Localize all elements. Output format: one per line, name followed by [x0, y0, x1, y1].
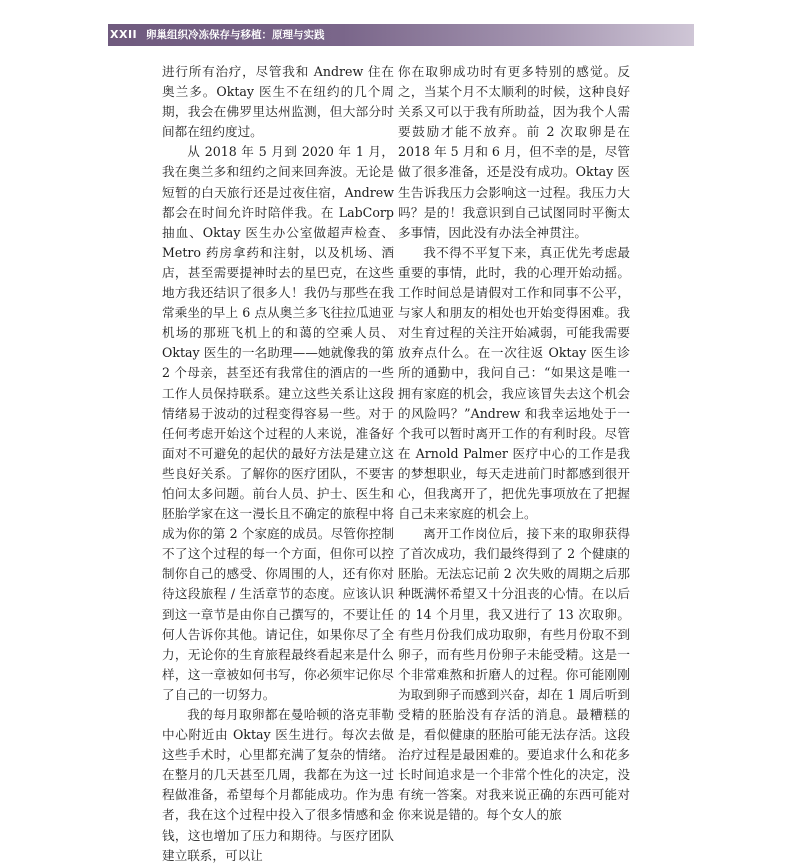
paragraph: 你在取卵成功时有更多特别的感觉。反之，当某个月不太顺利的时候，这种良好关系又可以于我有所助益，因为我个人需要鼓励才能不放弃。前 2 次取卵是在 2018 年 5 月和 6 月，但不幸的是，尽管做了很多准备，还是没有成功。Oktay 医生告诉我压力会影响这一过程。我压力大吗？是的！我意识到自己试图同时平衡太多事情，因此没有办法全神贯注。: [398, 64, 630, 240]
page-header: [0, 0, 800, 46]
left-column: [162, 62, 394, 866]
paragraph: 离开工作岗位后，接下来的取卵获得了首次成功，我们最终得到了 2 个健康的胚胎。无法忘记前 2 次失败的周期之后那种既满怀希望又十分沮丧的心情。在以后的 14 个月里，我又进行了 13 次取卵。有些月份我们成功取卵，有些月份取不到卵子，而有些月份卵子未能受精。这是一个非常难熬和折磨人的过程。你可能刚刚为取到卵子而感到兴奋，却在 1 周后听到受精的胚胎没有存活的消息。最糟糕的是，看似健康的胚胎可能无法存活。这段治疗过程是最困难的。要追求什么和花多长时间追求是一个非常个性化的决定，没有统一答案。对我来说正确的东西可能对你来说是错的。每个女人的旅: [398, 526, 630, 823]
page-number: XXII: [110, 28, 138, 41]
paragraph: 我的每月取卵都在曼哈顿的洛克菲勒中心附近由 Oktay 医生进行。每次去做这些手术时，心里都充满了复杂的情绪。在整月的几天甚至几周，我都在为这一过程做准备，希望每个月都能成功。作为患者，我在这个过程中投入了很多情感和金钱，这也增加了压力和期待。与医疗团队建立联系，可以让: [162, 707, 394, 863]
paragraph: 进行所有治疗，尽管我和 Andrew 住在奥兰多。Oktay 医生不在纽约的几个周期，我会在佛罗里达州监测，但大部分时间都在纽约度过。: [162, 64, 394, 140]
paragraph: 从 2018 年 5 月到 2020 年 1 月，我在奥兰多和纽约之间来回奔波。无论是短暂的白天旅行还是过夜住宿，Andrew 都会在时间允许时陪伴我。在 LabCorp 抽血、Oktay 医生办公室做超声检查、Metro 药房拿药和注射，以及机场、酒店，甚至需要提神时去的星巴克，在这些地方我还结识了很多人！我仍与那些在我常乘坐的早上 6 点从奥兰多飞往拉瓜迪亚机场的那班飞机上的和蔼的空乘人员、Oktay 医生的一名助理——她就像我的第 2 个母亲，甚至还有我常住的酒店的一些工作人员保持联系。建立这些关系让这段情绪易于波动的过程变得容易一些。对于任何考虑开始这个过程的人来说，准备好面对不可避免的起伏的最好方法是建立这些良好关系。了解你的医疗团队，不要害怕问太多问题。前台人员、护士、医生和胚胎学家在这一漫长且不确定的旅程中将成为你的第 2 个家庭的成员。尽管你控制不了这个过程的每一个方面，但你可以控制你自己的感受、你周围的人，还有你对待这段旅程 / 生活章节的态度。应该认识到这一章节是由你自己撰写的，不要让任何人告诉你其他。请记住，如果你尽了全力，无论你的生育旅程最终看起来是什么样，这一章被如何书写，你必须牢记你尽了自己的一切努力。: [162, 144, 394, 702]
right-column: [398, 62, 630, 826]
paragraph: 我不得不平复下来，真正优先考虑最重要的事情，此时，我的心理开始动摇。工作时间总是请假对工作和同事不公平，与家人和朋友的相处也开始变得困难。我对生育过程的关注开始减弱，可能我需要放弃点什么。在一次往返 Oktay 医生诊所的通勤中，我问自己：“如果这是唯一拥有家庭的机会，我应该冒失去这个机会的风险吗？”Andrew 和我幸运地处于一个我可以暂时离开工作的有利时段。尽管在 Arnold Palmer 医疗中心的工作是我的梦想职业，每天走进前门时都感到很开心，但我离开了，把优先事项放在了把握自己未来家庭的机会上。: [398, 244, 630, 522]
running-title: 卵巢组织冷冻保存与移植：原理与实践: [146, 29, 325, 41]
